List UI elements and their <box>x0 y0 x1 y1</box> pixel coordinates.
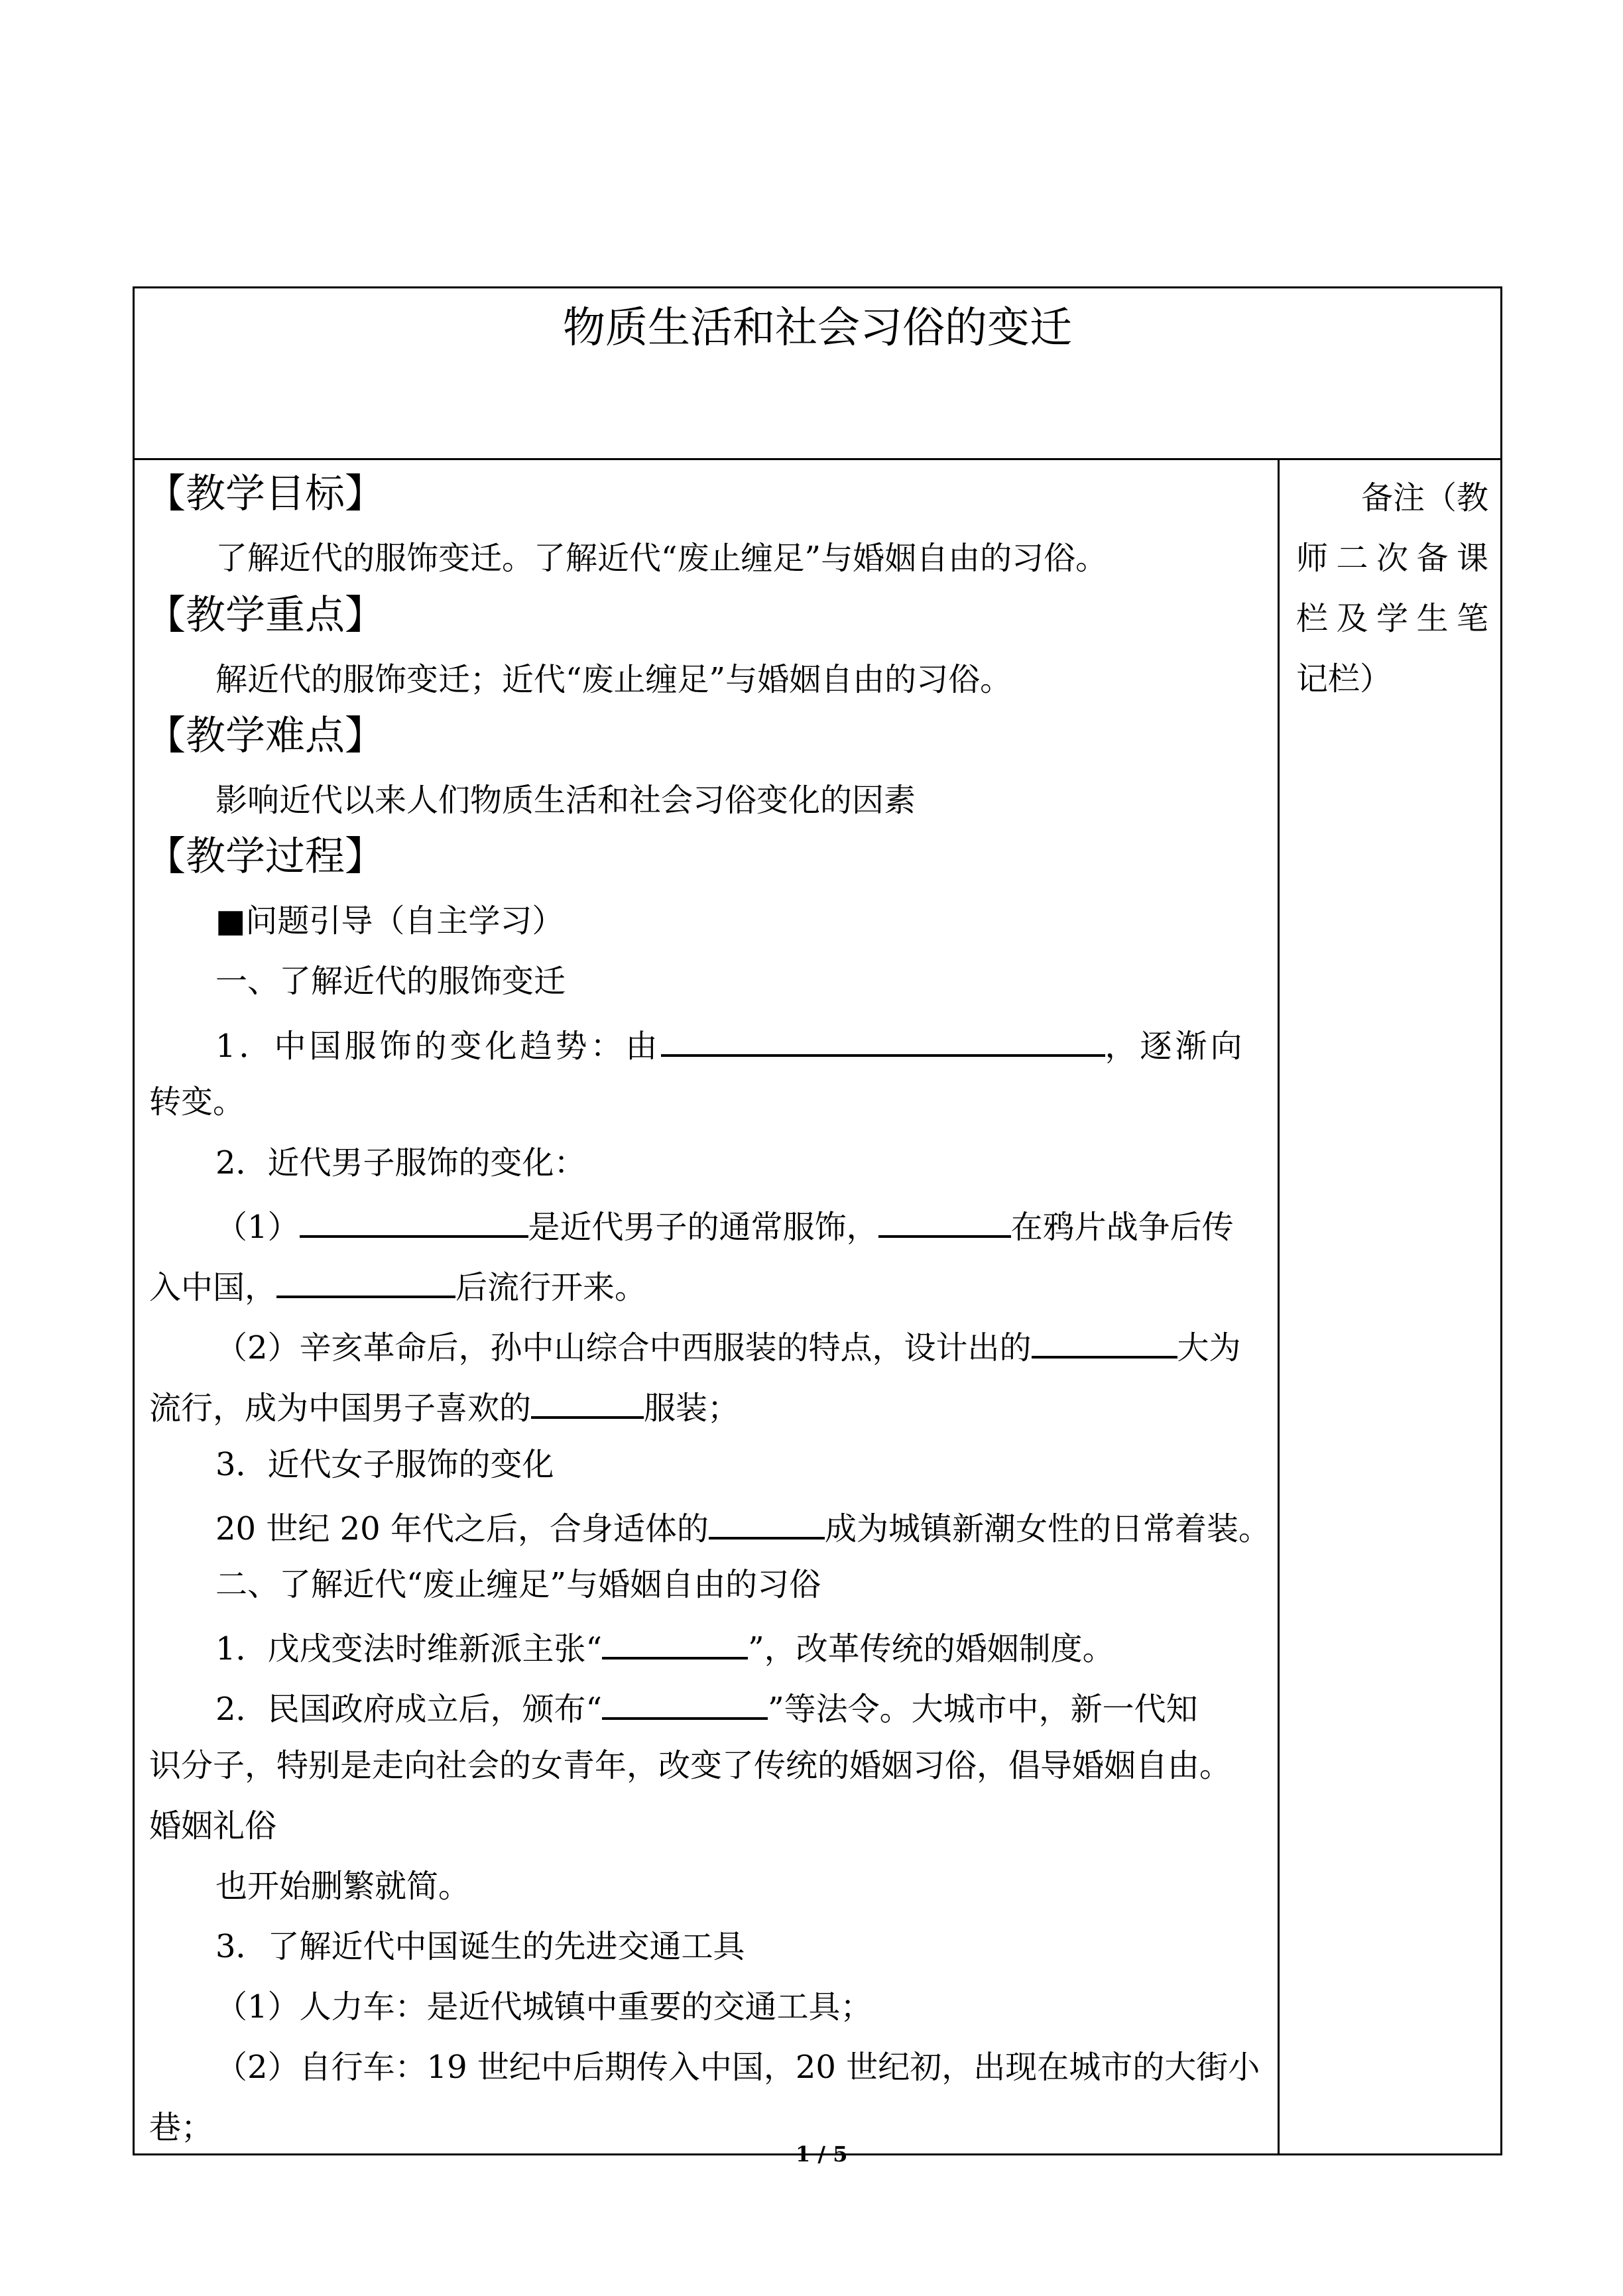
part2-question-2-cont2: 婚姻礼俗 <box>149 1807 277 1844</box>
part1-heading: 一、了解近代的服饰变迁 <box>215 963 566 1000</box>
blank <box>661 1021 1105 1057</box>
blank <box>878 1202 1011 1238</box>
question-2-1-text-c: 在鸦片战争后传 <box>1010 1209 1234 1246</box>
notes-cell <box>1278 458 1502 2155</box>
question-2-2-text-c: 流行，成为中国男子喜欢的 <box>149 1390 532 1427</box>
question-2-1-text-a: （1） <box>215 1209 300 1246</box>
rickshaw-item: （1）人力车：是近代城镇中重要的交通工具； <box>215 1988 872 2025</box>
blank <box>602 1624 748 1660</box>
blank <box>709 1504 825 1540</box>
question-2-2-text-a: （2）辛亥革命后，孙中山综合中西服装的特点，设计出的 <box>215 1329 1032 1366</box>
question-3-text-b: 成为城镇新潮女性的日常着装。 <box>824 1510 1270 1547</box>
question-1 <box>215 1021 1246 1067</box>
question-3-text-a: 20 世纪 20 年代之后，合身适体的 <box>215 1510 709 1547</box>
guide-line: ■问题引导（自主学习） <box>215 902 564 939</box>
blank <box>531 1383 644 1419</box>
question-2-1-text-b: 是近代男子的通常服饰， <box>528 1209 878 1246</box>
question-2-2-text-b: 大为 <box>1177 1329 1241 1366</box>
key-points-text: 解近代的服饰变迁；近代“废止缠足”与婚姻自由的习俗。 <box>215 661 1012 698</box>
question-2-1 <box>215 1202 1234 1248</box>
question-3-text <box>215 1504 1270 1550</box>
bicycle-item-cont: 巷； <box>149 2109 213 2146</box>
part2-question-2-cont: 识分子，特别是走向社会的女青年，改变了传统的婚姻习俗，倡导婚姻自由。 <box>149 1747 1232 1784</box>
notes-line-2: 师二次备课 <box>1296 540 1488 577</box>
page-number: 1 / 5 <box>796 2142 848 2167</box>
part2-question-2-text-b: ”等法令。大城市中，新一代知 <box>768 1691 1198 1728</box>
question-1-cont: 转变。 <box>149 1083 245 1120</box>
notes-line-4: 记栏） <box>1296 660 1392 697</box>
part2-question-1-text-a: 1．戊戌变法时维新派主张“ <box>215 1630 603 1667</box>
difficulty-heading: 【教学难点】 <box>146 713 385 759</box>
part2-question-2-text-a: 2．民国政府成立后，颁布“ <box>215 1691 603 1728</box>
question-2-2-cont <box>149 1383 739 1429</box>
part2-heading: 二、了解近代“废止缠足”与婚姻自由的习俗 <box>215 1566 821 1603</box>
part2-question-1-text-b: ”，改革传统的婚姻制度。 <box>748 1630 1114 1667</box>
question-1-text-a: 1．中国服饰的变化趋势：由 <box>215 1028 661 1065</box>
process-heading: 【教学过程】 <box>146 833 385 880</box>
bicycle-item: （2）自行车：19 世纪中后期传入中国，20 世纪初，出现在城市的大街小 <box>215 2049 1260 2086</box>
question-2-2 <box>215 1323 1241 1369</box>
part2-question-1 <box>215 1624 1114 1670</box>
objectives-text: 了解近代的服饰变迁。了解近代“废止缠足”与婚姻自由的习俗。 <box>215 540 1108 577</box>
question-2-1-text-e: 后流行开来。 <box>455 1269 647 1306</box>
question-2: 2．近代男子服饰的变化： <box>215 1144 586 1181</box>
question-2-1-cont <box>149 1262 646 1309</box>
part2-question-2 <box>215 1684 1198 1730</box>
blank <box>1032 1323 1177 1359</box>
notes-line-1: 备注（教 <box>1360 479 1488 516</box>
blank <box>300 1202 528 1238</box>
part2-question-2-cont3: 也开始删繁就简。 <box>215 1868 471 1905</box>
blank <box>276 1262 455 1298</box>
part2-question-3: 3．了解近代中国诞生的先进交通工具 <box>215 1928 745 1965</box>
question-2-1-text-d: 入中国， <box>149 1269 277 1306</box>
objectives-heading: 【教学目标】 <box>146 471 385 517</box>
blank <box>602 1684 768 1720</box>
document-title: 物质生活和社会习俗的变迁 <box>563 304 1072 353</box>
difficulty-text: 影响近代以来人们物质生活和社会习俗变化的因素 <box>215 782 916 819</box>
question-1-text-b: ，逐渐向 <box>1105 1028 1246 1065</box>
question-2-2-text-d: 服装； <box>644 1390 740 1427</box>
notes-line-3: 栏及学生笔 <box>1296 600 1488 637</box>
key-points-heading: 【教学重点】 <box>146 592 385 638</box>
question-3: 3．近代女子服饰的变化 <box>215 1446 554 1483</box>
